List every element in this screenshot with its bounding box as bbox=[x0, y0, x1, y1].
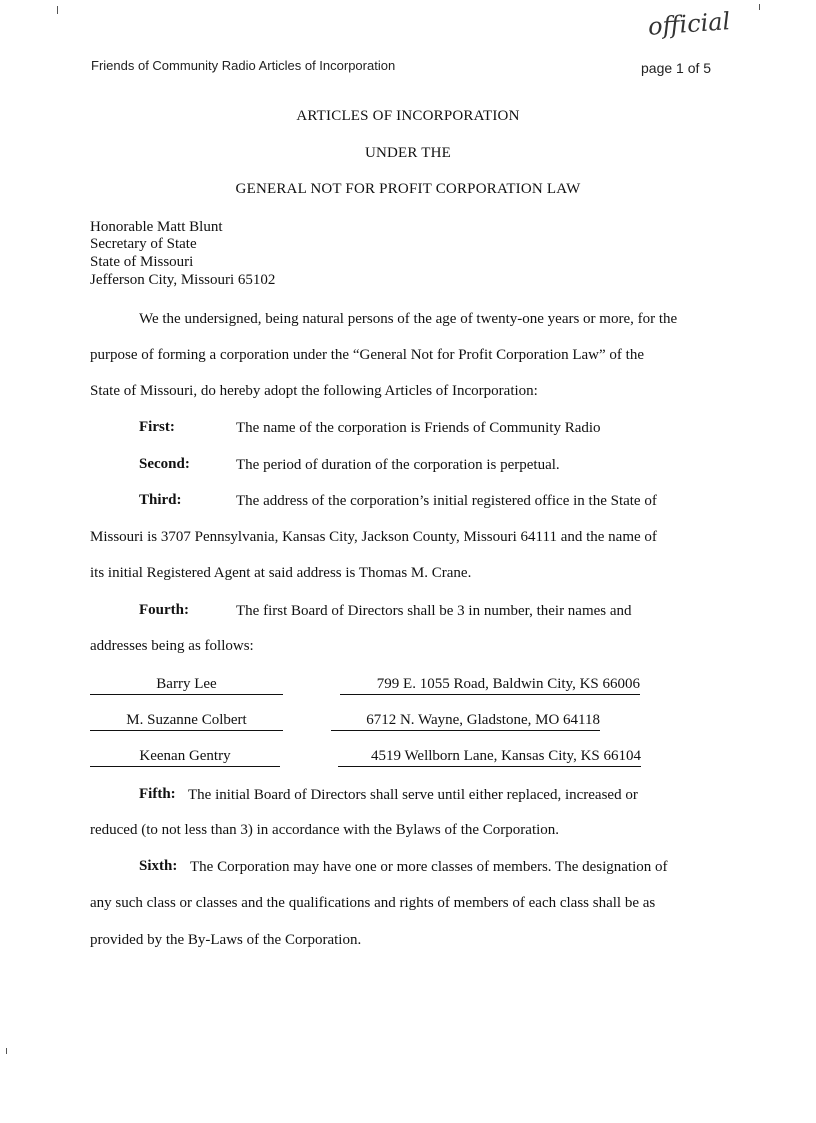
director-name: Barry Lee bbox=[90, 676, 283, 695]
article-sixth-text: provided by the By-Laws of the Corporation. bbox=[90, 932, 362, 948]
article-fourth-text: The first Board of Directors shall be 3 in number, their names and bbox=[236, 603, 632, 619]
page-number: page 1 of 5 bbox=[641, 60, 712, 76]
article-first-text: The name of the corporation is Friends of Community Radio bbox=[236, 420, 601, 436]
article-third-text: Missouri is 3707 Pennsylvania, Kansas City, Jackson County, Missouri 64111 and the name of bbox=[90, 529, 657, 545]
article-fourth-text: addresses being as follows: bbox=[90, 638, 254, 654]
article-second-text: The period of duration of the corporation is perpetual. bbox=[236, 457, 560, 473]
article-sixth-label: Sixth: bbox=[139, 858, 178, 874]
addressee-line: Jefferson City, Missouri 65102 bbox=[90, 272, 276, 288]
director-name: Keenan Gentry bbox=[90, 748, 280, 767]
addressee-line: Secretary of State bbox=[90, 236, 197, 252]
intro-text: We the undersigned, being natural persons of the age of twenty-one years or more, for the bbox=[139, 311, 678, 327]
director-address: 6712 N. Wayne, Gladstone, MO 64118 bbox=[331, 712, 600, 731]
document-law-title: GENERAL NOT FOR PROFIT CORPORATION LAW bbox=[235, 181, 581, 197]
article-fifth-text: reduced (to not less than 3) in accordance with the Bylaws of the Corporation. bbox=[90, 822, 560, 838]
article-fifth-text: The initial Board of Directors shall serve until either replaced, increased or bbox=[188, 787, 638, 803]
scan-mark bbox=[6, 1048, 7, 1054]
addressee-line: State of Missouri bbox=[90, 254, 194, 270]
intro-text: State of Missouri, do hereby adopt the following Articles of Incorporation: bbox=[90, 383, 538, 399]
article-third-label: Third: bbox=[139, 492, 182, 508]
scan-mark bbox=[57, 6, 58, 14]
article-fifth-label: Fifth: bbox=[139, 786, 176, 802]
article-first-label: First: bbox=[139, 419, 175, 435]
article-third-text: its initial Registered Agent at said address is Thomas M. Crane. bbox=[90, 565, 472, 581]
document-title: ARTICLES OF INCORPORATION bbox=[296, 108, 520, 124]
article-fourth-label: Fourth: bbox=[139, 602, 189, 618]
article-second-label: Second: bbox=[139, 456, 190, 472]
director-name: M. Suzanne Colbert bbox=[90, 712, 283, 731]
director-address: 4519 Wellborn Lane, Kansas City, KS 66104 bbox=[338, 748, 641, 767]
intro-text: purpose of forming a corporation under the “General Not for Profit Corporation Law” of the bbox=[90, 347, 644, 363]
article-sixth-text: any such class or classes and the qualifications and rights of members of each class shall be as bbox=[90, 895, 656, 911]
document-subtitle: UNDER THE bbox=[364, 145, 452, 161]
scan-mark bbox=[759, 4, 760, 10]
article-third-text: The address of the corporation’s initial registered office in the State of bbox=[236, 493, 657, 509]
addressee-line: Honorable Matt Blunt bbox=[90, 219, 223, 235]
document-header-title: Friends of Community Radio Articles of Incorporation bbox=[91, 58, 396, 73]
handwritten-annotation: official bbox=[647, 7, 732, 41]
article-sixth-text: The Corporation may have one or more classes of members. The designation of bbox=[190, 859, 668, 875]
director-address: 799 E. 1055 Road, Baldwin City, KS 66006 bbox=[340, 676, 640, 695]
